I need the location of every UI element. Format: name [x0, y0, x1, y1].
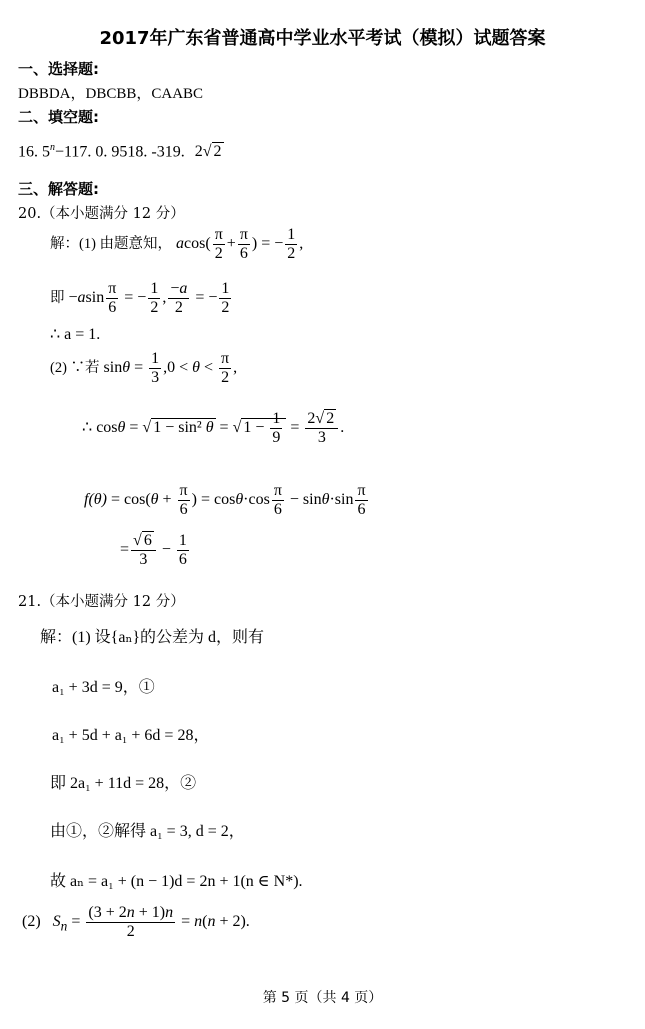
page-title: 2017年广东省普通高中学业水平考试（模拟）试题答案	[99, 28, 546, 49]
fill-n-sup: n	[50, 142, 55, 153]
q20-step2-label: 即	[50, 290, 65, 307]
fill-line-prefix: 16. 5	[18, 143, 50, 161]
page-footer: 第 5 页（共 4 页）	[262, 990, 383, 1006]
q20-step4-label: (2) ∵若	[50, 360, 100, 377]
q20-step6: f(θ) = cos(θ + $\frac{\pi}{6}$ ) = cosθ·cos $\frac{\pi}{6}$ − sinθ·sin $\frac{\pi}{6}$	[84, 482, 366, 518]
q21-eq2: a₁ + 5d + a₁ + 6d = 28，	[52, 727, 210, 744]
fill-answers	[18, 142, 224, 161]
q21-part2: (2) $S_n$ = $\frac{(3 + 2n + 1)n}{2}$ = n(n + 2).	[22, 904, 250, 940]
fill-line-rest: −117. 0. 9518. -319.	[55, 143, 185, 161]
q20-step1-label: 解：(1) 由题意知，	[50, 236, 173, 253]
q20-step6-label: f(θ)	[84, 491, 107, 509]
q21-header: 21.（本小题满分 12 分）	[18, 594, 185, 610]
q21-part2-label: (2)	[22, 913, 41, 931]
q21-eq4: 由①，②解得 a₁ = 3, d = 2，	[50, 823, 245, 840]
q20-step2: 即 −asin $\frac{\pi}{6}$ = − $\frac{1}{2}$ , $\frac{-a}{2}$ = − $\frac{1}{2}$	[50, 280, 230, 316]
section-heading-solve: 三、解答题:	[18, 180, 99, 198]
q20-step5-label: ∴	[82, 419, 93, 437]
q20-step4: (2) ∵若 sinθ = $\frac{1}{3}$ ,0 < θ < $\frac{\pi}{2}$ ,	[50, 350, 238, 386]
q21-intro: 解：(1) 设{aₙ}的公差为 d，则有	[40, 629, 265, 646]
q21-eq5: 故 aₙ = a₁ + (n − 1)d = 2n + 1(n ∈ N*).	[50, 873, 303, 890]
q21-eq1: a₁ + 3d = 9，①	[52, 679, 155, 696]
section-heading-choice: 一、选择题:	[18, 60, 99, 78]
q20-header: 20.（本小题满分 12 分）	[18, 206, 185, 222]
q20-step1: 解：(1) 由题意知， acos( $\frac{\pi}{2}$ + $\frac{\pi}{6}$ ) = − $\frac{1}{2}$ ,	[50, 226, 304, 262]
q21-eq3: 即 2a₁ + 11d = 28，②	[50, 775, 197, 792]
q20-step7-label: =	[120, 541, 130, 559]
q20-step5: ∴ cosθ = √ 1 − sin² θ = √ 1 − $\frac{1}{9}$ = $\frac{2√ 2}{3}$ .	[82, 410, 345, 446]
q20-step7: = $\frac{√ 6}{3}$ − $\frac{1}{6}$	[120, 532, 187, 568]
q20-step3: ∴ a = 1.	[50, 326, 101, 343]
section-heading-fill: 二、填空题:	[18, 108, 99, 126]
fill-last: 2√ 2	[194, 143, 222, 161]
choice-answers: DBBDA，DBCBB，CAABC	[18, 86, 204, 102]
